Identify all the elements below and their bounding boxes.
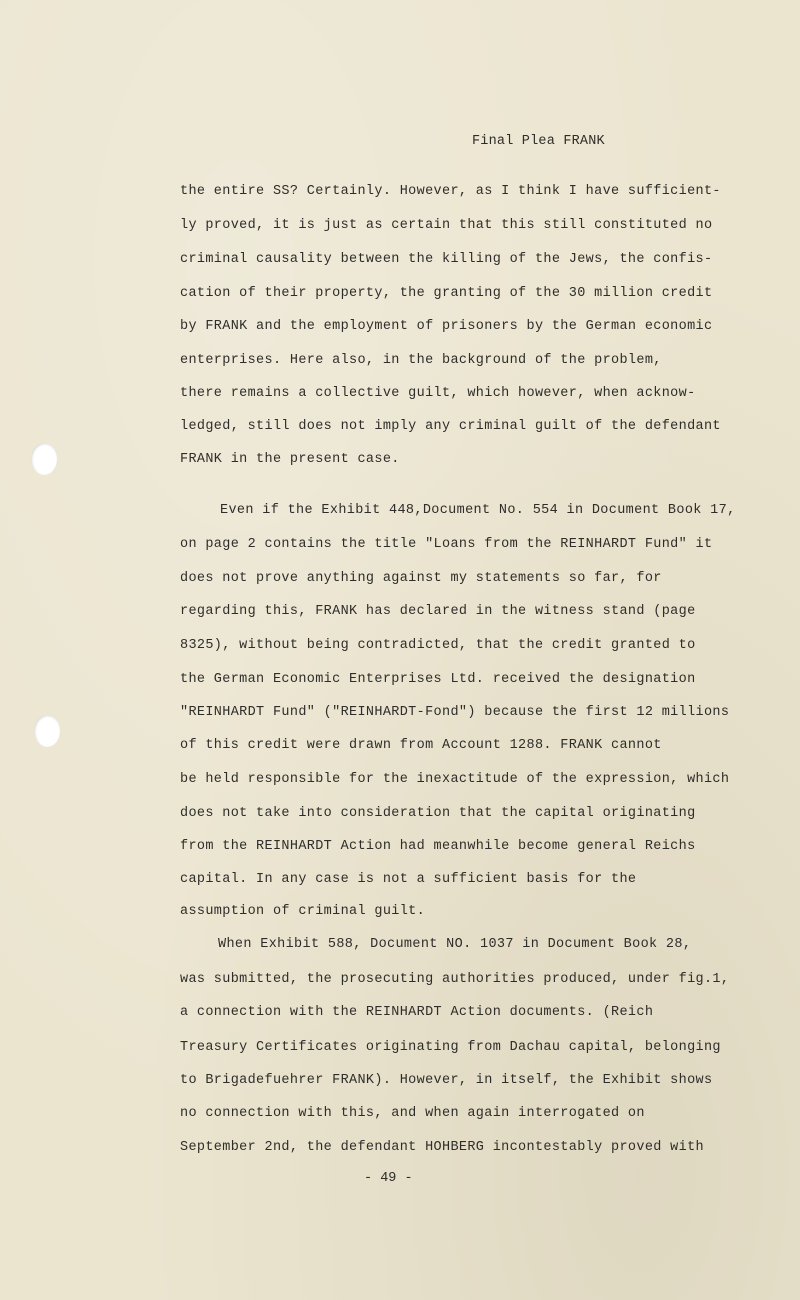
page-header: Final Plea FRANK xyxy=(472,134,605,149)
page-number: - 49 - xyxy=(364,1171,413,1186)
text-line: criminal causality between the killing of the Jews, the confis- xyxy=(180,252,713,267)
text-line: regarding this, FRANK has declared in the witness stand (page xyxy=(180,604,696,619)
text-line: assumption of criminal guilt. xyxy=(180,904,426,919)
text-line: capital. In any case is not a sufficient basis for the xyxy=(180,872,637,887)
text-line: does not take into consideration that the capital originating xyxy=(180,806,696,821)
text-line: FRANK in the present case. xyxy=(180,452,400,467)
text-line: does not prove anything against my statements so far, for xyxy=(180,571,662,586)
text-line: a connection with the REINHARDT Action documents. (Reich xyxy=(180,1005,654,1020)
text-line: from the REINHARDT Action had meanwhile become general Reichs xyxy=(180,839,696,854)
text-line: Even if the Exhibit 448,Document No. 554 in Document Book 17, xyxy=(220,503,736,518)
text-line: by FRANK and the employment of prisoners by the German economic xyxy=(180,319,713,334)
text-line: ledged, still does not imply any criminal guilt of the defendant xyxy=(180,419,721,434)
text-line: Treasury Certificates originating from Dachau capital, belonging xyxy=(180,1040,721,1055)
text-line: on page 2 contains the title "Loans from the REINHARDT Fund" it xyxy=(180,537,713,552)
text-line: of this credit were drawn from Account 1288. FRANK cannot xyxy=(180,738,662,753)
text-line: was submitted, the prosecuting authorities produced, under fig.1, xyxy=(180,972,730,987)
text-line: When Exhibit 588, Document NO. 1037 in Document Book 28, xyxy=(218,937,692,952)
text-line: "REINHARDT Fund" ("REINHARDT-Fond") because the first 12 millions xyxy=(180,705,730,720)
text-line: cation of their property, the granting of the 30 million credit xyxy=(180,286,713,301)
text-line: 8325), without being contradicted, that the credit granted to xyxy=(180,638,696,653)
text-line: ly proved, it is just as certain that this still constituted no xyxy=(180,218,713,233)
text-line: to Brigadefuehrer FRANK). However, in itself, the Exhibit shows xyxy=(180,1073,713,1088)
text-line: no connection with this, and when again interrogated on xyxy=(180,1106,645,1121)
text-line: September 2nd, the defendant HOHBERG incontestably proved with xyxy=(180,1140,704,1155)
text-line: enterprises. Here also, in the background of the problem, xyxy=(180,353,662,368)
text-line: there remains a collective guilt, which however, when acknow- xyxy=(180,386,696,401)
text-line: the entire SS? Certainly. However, as I think I have sufficient- xyxy=(180,184,721,199)
text-line: the German Economic Enterprises Ltd. received the designation xyxy=(180,672,696,687)
text-line: be held responsible for the inexactitude of the expression, which xyxy=(180,772,730,787)
